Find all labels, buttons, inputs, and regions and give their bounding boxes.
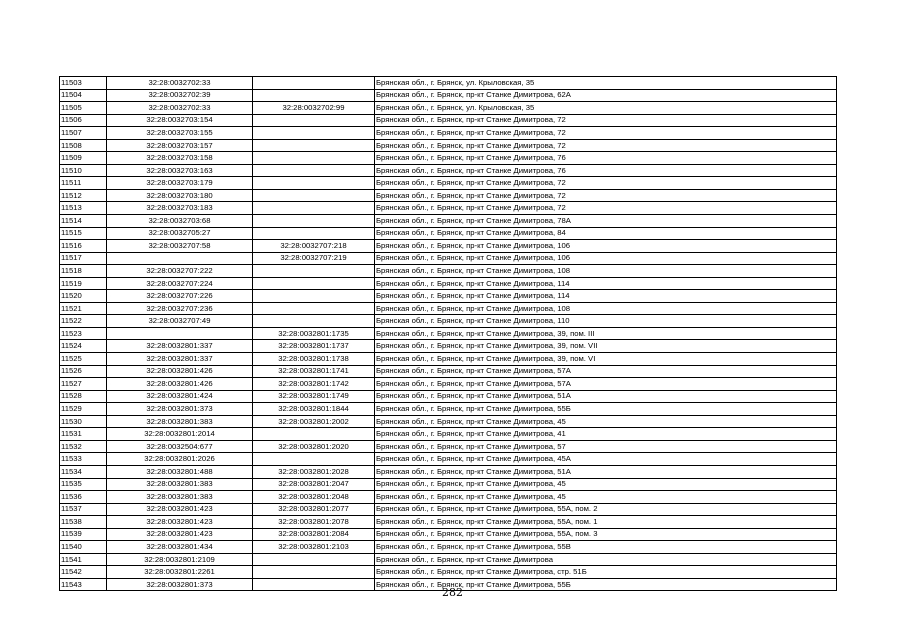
- address-cell: Брянская обл., г. Брянск, пр-кт Станке Димитрова, 114: [375, 290, 837, 303]
- address-cell: Брянская обл., г. Брянск, пр-кт Станке Димитрова, 45А: [375, 453, 837, 466]
- table-row: [60, 114, 837, 127]
- table-row: [60, 189, 837, 202]
- object-cadastral-number-cell: [253, 566, 375, 579]
- row-number-cell: 11511: [60, 177, 107, 190]
- address-cell: Брянская обл., г. Брянск, пр-кт Станке Димитрова: [375, 553, 837, 566]
- address-cell: Брянская обл., г. Брянск, пр-кт Станке Димитрова, 55Б: [375, 403, 837, 416]
- object-cadastral-number-cell: 32:28:0032801:2002: [253, 415, 375, 428]
- cadastral-number-cell: 32:28:0032703:68: [107, 215, 253, 228]
- table-row: [60, 428, 837, 441]
- table-row: [60, 453, 837, 466]
- object-cadastral-number-cell: 32:28:0032801:1844: [253, 403, 375, 416]
- table-row: [60, 378, 837, 391]
- address-cell: Брянская обл., г. Брянск, пр-кт Станке Димитрова, 57А: [375, 365, 837, 378]
- address-cell: Брянская обл., г. Брянск, пр-кт Станке Димитрова, 62А: [375, 89, 837, 102]
- cadastral-number-cell: 32:28:0032801:434: [107, 541, 253, 554]
- object-cadastral-number-cell: [253, 189, 375, 202]
- row-number-cell: 11521: [60, 302, 107, 315]
- row-number-cell: 11503: [60, 77, 107, 90]
- table-row: [60, 566, 837, 579]
- object-cadastral-number-cell: [253, 428, 375, 441]
- object-cadastral-number-cell: [253, 77, 375, 90]
- table-row: [60, 541, 837, 554]
- row-number-cell: 11540: [60, 541, 107, 554]
- object-cadastral-number-cell: 32:28:0032801:2103: [253, 541, 375, 554]
- row-number-cell: 11534: [60, 465, 107, 478]
- cadastral-number-cell: 32:28:0032705:27: [107, 227, 253, 240]
- address-cell: Брянская обл., г. Брянск, пр-кт Станке Димитрова, 45: [375, 478, 837, 491]
- cadastral-number-cell: [107, 252, 253, 265]
- table-row: [60, 240, 837, 253]
- object-cadastral-number-cell: 32:28:0032801:1742: [253, 378, 375, 391]
- cadastral-number-cell: 32:28:0032801:337: [107, 340, 253, 353]
- cadastral-number-cell: 32:28:0032801:2109: [107, 553, 253, 566]
- address-cell: Брянская обл., г. Брянск, пр-кт Станке Димитрова, 72: [375, 127, 837, 140]
- address-cell: Брянская обл., г. Брянск, пр-кт Станке Димитрова, 55А, пом. 1: [375, 516, 837, 529]
- row-number-cell: 11519: [60, 277, 107, 290]
- table-row: [60, 164, 837, 177]
- table-row: [60, 353, 837, 366]
- cadastral-number-cell: 32:28:0032801:2026: [107, 453, 253, 466]
- table-row: [60, 302, 837, 315]
- table-row: [60, 365, 837, 378]
- object-cadastral-number-cell: [253, 553, 375, 566]
- object-cadastral-number-cell: [253, 315, 375, 328]
- table-row: [60, 290, 837, 303]
- table-row: [60, 152, 837, 165]
- object-cadastral-number-cell: [253, 277, 375, 290]
- address-cell: Брянская обл., г. Брянск, пр-кт Станке Димитрова, 55В: [375, 541, 837, 554]
- object-cadastral-number-cell: 32:28:0032702:99: [253, 102, 375, 115]
- row-number-cell: 11515: [60, 227, 107, 240]
- object-cadastral-number-cell: 32:28:0032707:218: [253, 240, 375, 253]
- object-cadastral-number-cell: 32:28:0032801:2077: [253, 503, 375, 516]
- object-cadastral-number-cell: 32:28:0032707:219: [253, 252, 375, 265]
- cadastral-number-cell: 32:28:0032703:155: [107, 127, 253, 140]
- registry-table: [59, 76, 837, 591]
- object-cadastral-number-cell: 32:28:0032801:2047: [253, 478, 375, 491]
- address-cell: Брянская обл., г. Брянск, пр-кт Станке Димитрова, 39, пом. VI: [375, 353, 837, 366]
- cadastral-number-cell: 32:28:0032707:224: [107, 277, 253, 290]
- row-number-cell: 11507: [60, 127, 107, 140]
- row-number-cell: 11535: [60, 478, 107, 491]
- table-row: [60, 553, 837, 566]
- object-cadastral-number-cell: [253, 453, 375, 466]
- cadastral-number-cell: 32:28:0032702:39: [107, 89, 253, 102]
- row-number-cell: 11541: [60, 553, 107, 566]
- cadastral-number-cell: 32:28:0032707:226: [107, 290, 253, 303]
- object-cadastral-number-cell: 32:28:0032801:1749: [253, 390, 375, 403]
- row-number-cell: 11526: [60, 365, 107, 378]
- object-cadastral-number-cell: [253, 202, 375, 215]
- table-row: [60, 465, 837, 478]
- row-number-cell: 11524: [60, 340, 107, 353]
- cadastral-number-cell: 32:28:0032801:423: [107, 503, 253, 516]
- table-row: [60, 403, 837, 416]
- row-number-cell: 11513: [60, 202, 107, 215]
- row-number-cell: 11504: [60, 89, 107, 102]
- table-row: [60, 77, 837, 90]
- row-number-cell: 11539: [60, 528, 107, 541]
- object-cadastral-number-cell: 32:28:0032801:2028: [253, 465, 375, 478]
- cadastral-number-cell: 32:28:0032702:33: [107, 77, 253, 90]
- table-row: [60, 102, 837, 115]
- object-cadastral-number-cell: [253, 302, 375, 315]
- table-row: [60, 340, 837, 353]
- object-cadastral-number-cell: [253, 227, 375, 240]
- cadastral-number-cell: 32:28:0032801:2261: [107, 566, 253, 579]
- row-number-cell: 11537: [60, 503, 107, 516]
- row-number-cell: 11527: [60, 378, 107, 391]
- address-cell: Брянская обл., г. Брянск, пр-кт Станке Димитрова, 55Б: [375, 578, 837, 591]
- cadastral-number-cell: 32:28:0032801:383: [107, 491, 253, 504]
- object-cadastral-number-cell: [253, 127, 375, 140]
- table-row: [60, 202, 837, 215]
- cadastral-number-cell: 32:28:0032707:58: [107, 240, 253, 253]
- address-cell: Брянская обл., г. Брянск, пр-кт Станке Димитрова, 78А: [375, 215, 837, 228]
- cadastral-number-cell: [107, 327, 253, 340]
- cadastral-number-cell: 32:28:0032703:180: [107, 189, 253, 202]
- address-cell: Брянская обл., г. Брянск, пр-кт Станке Димитрова, 106: [375, 252, 837, 265]
- table-row: [60, 390, 837, 403]
- table-row: [60, 227, 837, 240]
- cadastral-number-cell: 32:28:0032703:179: [107, 177, 253, 190]
- table-row: [60, 491, 837, 504]
- row-number-cell: 11517: [60, 252, 107, 265]
- table-row: [60, 528, 837, 541]
- table-body: [60, 77, 837, 591]
- row-number-cell: 11533: [60, 453, 107, 466]
- cadastral-number-cell: 32:28:0032703:158: [107, 152, 253, 165]
- cadastral-number-cell: 32:28:0032703:163: [107, 164, 253, 177]
- page-number: 282: [442, 586, 463, 599]
- row-number-cell: 11509: [60, 152, 107, 165]
- cadastral-number-cell: 32:28:0032504:677: [107, 440, 253, 453]
- address-cell: Брянская обл., г. Брянск, пр-кт Станке Димитрова, 72: [375, 189, 837, 202]
- cadastral-number-cell: 32:28:0032801:423: [107, 516, 253, 529]
- cadastral-number-cell: 32:28:0032702:33: [107, 102, 253, 115]
- cadastral-number-cell: 32:28:0032707:222: [107, 265, 253, 278]
- address-cell: Брянская обл., г. Брянск, пр-кт Станке Димитрова, 45: [375, 491, 837, 504]
- row-number-cell: 11514: [60, 215, 107, 228]
- address-cell: Брянская обл., г. Брянск, пр-кт Станке Димитрова, 45: [375, 415, 837, 428]
- row-number-cell: 11508: [60, 139, 107, 152]
- cadastral-number-cell: 32:28:0032801:426: [107, 378, 253, 391]
- table-row: [60, 327, 837, 340]
- address-cell: Брянская обл., г. Брянск, пр-кт Станке Димитрова, 72: [375, 114, 837, 127]
- object-cadastral-number-cell: [253, 265, 375, 278]
- address-cell: Брянская обл., г. Брянск, пр-кт Станке Димитрова, 106: [375, 240, 837, 253]
- object-cadastral-number-cell: [253, 89, 375, 102]
- cadastral-number-cell: 32:28:0032703:183: [107, 202, 253, 215]
- cadastral-number-cell: 32:28:0032801:426: [107, 365, 253, 378]
- row-number-cell: 11510: [60, 164, 107, 177]
- address-cell: Брянская обл., г. Брянск, ул. Крыловская, 35: [375, 102, 837, 115]
- cadastral-number-cell: 32:28:0032801:488: [107, 465, 253, 478]
- table-row: [60, 277, 837, 290]
- address-cell: Брянская обл., г. Брянск, пр-кт Станке Димитрова, стр. 51Б: [375, 566, 837, 579]
- row-number-cell: 11505: [60, 102, 107, 115]
- object-cadastral-number-cell: [253, 152, 375, 165]
- address-cell: Брянская обл., г. Брянск, пр-кт Станке Димитрова, 55А, пом. 2: [375, 503, 837, 516]
- row-number-cell: 11528: [60, 390, 107, 403]
- row-number-cell: 11543: [60, 578, 107, 591]
- address-cell: Брянская обл., г. Брянск, пр-кт Станке Димитрова, 51А: [375, 465, 837, 478]
- cadastral-number-cell: 32:28:0032707:236: [107, 302, 253, 315]
- address-cell: Брянская обл., г. Брянск, пр-кт Станке Димитрова, 108: [375, 265, 837, 278]
- row-number-cell: 11531: [60, 428, 107, 441]
- cadastral-number-cell: 32:28:0032801:383: [107, 415, 253, 428]
- table-row: [60, 89, 837, 102]
- object-cadastral-number-cell: [253, 139, 375, 152]
- cadastral-number-cell: 32:28:0032801:383: [107, 478, 253, 491]
- cadastral-number-cell: 32:28:0032703:157: [107, 139, 253, 152]
- address-cell: Брянская обл., г. Брянск, пр-кт Станке Димитрова, 51А: [375, 390, 837, 403]
- table-row: [60, 252, 837, 265]
- address-cell: Брянская обл., г. Брянск, пр-кт Станке Димитрова, 57: [375, 440, 837, 453]
- address-cell: Брянская обл., г. Брянск, пр-кт Станке Димитрова, 76: [375, 152, 837, 165]
- address-cell: Брянская обл., г. Брянск, пр-кт Станке Димитрова, 72: [375, 139, 837, 152]
- row-number-cell: 11529: [60, 403, 107, 416]
- address-cell: Брянская обл., г. Брянск, пр-кт Станке Димитрова, 39, пом. III: [375, 327, 837, 340]
- object-cadastral-number-cell: [253, 215, 375, 228]
- object-cadastral-number-cell: 32:28:0032801:2078: [253, 516, 375, 529]
- address-cell: Брянская обл., г. Брянск, пр-кт Станке Димитрова, 72: [375, 202, 837, 215]
- address-cell: Брянская обл., г. Брянск, пр-кт Станке Димитрова, 76: [375, 164, 837, 177]
- address-cell: Брянская обл., г. Брянск, пр-кт Станке Димитрова, 72: [375, 177, 837, 190]
- table-row: [60, 440, 837, 453]
- address-cell: Брянская обл., г. Брянск, пр-кт Станке Димитрова, 108: [375, 302, 837, 315]
- table-row: [60, 265, 837, 278]
- object-cadastral-number-cell: 32:28:0032801:2084: [253, 528, 375, 541]
- object-cadastral-number-cell: 32:28:0032801:1738: [253, 353, 375, 366]
- cadastral-number-cell: 32:28:0032801:423: [107, 528, 253, 541]
- object-cadastral-number-cell: [253, 290, 375, 303]
- table-row: [60, 478, 837, 491]
- cadastral-number-cell: 32:28:0032801:373: [107, 578, 253, 591]
- row-number-cell: 11530: [60, 415, 107, 428]
- cadastral-number-cell: 32:28:0032801:337: [107, 353, 253, 366]
- table-row: [60, 503, 837, 516]
- address-cell: Брянская обл., г. Брянск, пр-кт Станке Димитрова, 41: [375, 428, 837, 441]
- object-cadastral-number-cell: 32:28:0032801:1737: [253, 340, 375, 353]
- object-cadastral-number-cell: [253, 114, 375, 127]
- object-cadastral-number-cell: [253, 164, 375, 177]
- cadastral-number-cell: 32:28:0032707:49: [107, 315, 253, 328]
- table-row: [60, 315, 837, 328]
- address-cell: Брянская обл., г. Брянск, пр-кт Станке Димитрова, 39, пом. VII: [375, 340, 837, 353]
- table-row: [60, 127, 837, 140]
- table-row: [60, 516, 837, 529]
- address-cell: Брянская обл., г. Брянск, пр-кт Станке Димитрова, 114: [375, 277, 837, 290]
- cadastral-number-cell: 32:28:0032801:373: [107, 403, 253, 416]
- address-cell: Брянская обл., г. Брянск, пр-кт Станке Димитрова, 57А: [375, 378, 837, 391]
- table-row: [60, 177, 837, 190]
- table-row: [60, 415, 837, 428]
- row-number-cell: 11522: [60, 315, 107, 328]
- row-number-cell: 11518: [60, 265, 107, 278]
- row-number-cell: 11538: [60, 516, 107, 529]
- address-cell: Брянская обл., г. Брянск, пр-кт Станке Димитрова, 55А, пом. 3: [375, 528, 837, 541]
- object-cadastral-number-cell: 32:28:0032801:1741: [253, 365, 375, 378]
- cadastral-number-cell: 32:28:0032703:154: [107, 114, 253, 127]
- row-number-cell: 11516: [60, 240, 107, 253]
- row-number-cell: 11542: [60, 566, 107, 579]
- row-number-cell: 11512: [60, 189, 107, 202]
- row-number-cell: 11525: [60, 353, 107, 366]
- address-cell: Брянская обл., г. Брянск, ул. Крыловская, 35: [375, 77, 837, 90]
- table-row: [60, 215, 837, 228]
- object-cadastral-number-cell: 32:28:0032801:2020: [253, 440, 375, 453]
- object-cadastral-number-cell: [253, 177, 375, 190]
- cadastral-number-cell: 32:28:0032801:424: [107, 390, 253, 403]
- address-cell: Брянская обл., г. Брянск, пр-кт Станке Димитрова, 110: [375, 315, 837, 328]
- cadastral-number-cell: 32:28:0032801:2014: [107, 428, 253, 441]
- object-cadastral-number-cell: 32:28:0032801:2048: [253, 491, 375, 504]
- row-number-cell: 11532: [60, 440, 107, 453]
- row-number-cell: 11536: [60, 491, 107, 504]
- address-cell: Брянская обл., г. Брянск, пр-кт Станке Димитрова, 84: [375, 227, 837, 240]
- row-number-cell: 11506: [60, 114, 107, 127]
- object-cadastral-number-cell: 32:28:0032801:1735: [253, 327, 375, 340]
- table-row: [60, 139, 837, 152]
- row-number-cell: 11520: [60, 290, 107, 303]
- row-number-cell: 11523: [60, 327, 107, 340]
